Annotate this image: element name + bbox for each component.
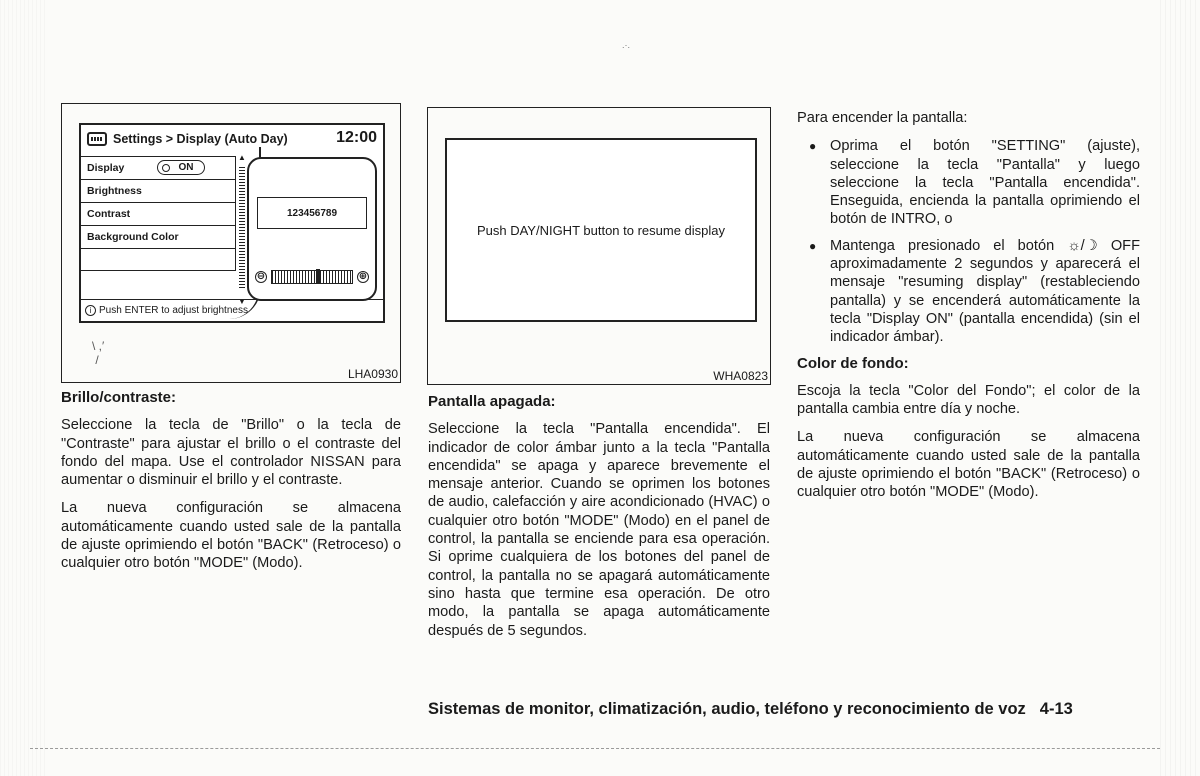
settings-menu bbox=[81, 156, 236, 271]
column-2 bbox=[428, 393, 770, 650]
bottom-rule bbox=[30, 748, 1160, 749]
figure-display-off bbox=[427, 107, 771, 385]
slider-knob[interactable] bbox=[316, 269, 320, 283]
settings-icon bbox=[87, 132, 107, 146]
bullet-list bbox=[797, 137, 1140, 346]
intro-text: Para encender la pantalla: bbox=[797, 110, 968, 126]
page-number: 4-13 bbox=[1039, 700, 1073, 718]
on-label: ON bbox=[178, 162, 194, 173]
paragraph: Seleccione la tecla de "Brillo" o la tecla de "Contraste" para ajustar el brillo o el contraste del fondo del mapa. Use el controlador NISSAN para aumentar o disminuir el brillo y el contraste. bbox=[61, 417, 401, 489]
menu-item-display[interactable] bbox=[81, 156, 236, 179]
scan-mark: \ ,′ / bbox=[92, 339, 105, 367]
figure-code: WHA0823 bbox=[713, 369, 768, 383]
preview-sample: 123456789 bbox=[257, 197, 367, 229]
menu-item-label: Brightness bbox=[87, 185, 142, 197]
menu-item-label: Contrast bbox=[87, 208, 131, 220]
paragraph: La nueva configuración se almacena automáticamente cuando usted sale de la pantalla de ajuste oprimiendo el botón "BACK" (Retroceso) o cualquier otro botón "MODE" (Modo). bbox=[797, 429, 1140, 501]
page-edge-right bbox=[1160, 0, 1200, 776]
menu-item-brightness[interactable] bbox=[81, 179, 236, 202]
column-3 bbox=[797, 109, 1140, 512]
resume-message: Push DAY/NIGHT button to resume display bbox=[476, 222, 726, 238]
footer-title: Sistemas de monitor, climatización, audio, teléfono y reconocimiento de voz bbox=[428, 700, 1026, 718]
brightness-slider[interactable] bbox=[255, 269, 369, 285]
scroll-down-icon[interactable]: ▼ bbox=[238, 297, 246, 306]
bullet-item: ● Mantenga presionado el botón ☼/☽ OFF aproximadamente 2 segundos y aparecerá el mensaje "resuming display" (restableciendo pantalla) y se encenderá automáticamente la tecla "Display ON" (pantalla encendida) (sin el indicador ámbar). bbox=[797, 237, 1140, 347]
scroll-ticks bbox=[239, 167, 245, 289]
screen-title: Settings > Display (Auto Day) bbox=[113, 131, 288, 146]
menu-item-background-color[interactable] bbox=[81, 225, 236, 248]
menu-item-contrast[interactable] bbox=[81, 202, 236, 225]
settings-screen bbox=[79, 123, 385, 323]
display-on-toggle[interactable] bbox=[157, 160, 205, 175]
minus-icon[interactable]: ⊖ bbox=[256, 271, 266, 282]
page-footer bbox=[428, 700, 1073, 719]
paragraph: Seleccione la tecla "Pantalla encendida". El indicador de color ámbar junto a la tecla "Pantalla encendida" se apaga y aparece brevemente el mensaje anterior. Cuando se oprimen los botones de audio, calefacción y aire acondicionado (HVAC) o cualquier otro botón "MODE" (Modo) en el panel de control, la pantalla se enciende para esa operación. Si oprime cualquiera de los botones del panel de control, la pantalla no se apagará automáticamente sino hasta que termine esa operación. De otro modo, la pantalla se apaga automáticamente después de 5 segundos. bbox=[428, 421, 770, 639]
scroll-rail[interactable] bbox=[238, 153, 246, 306]
figure-code: LHA0930 bbox=[347, 367, 398, 381]
paragraph: Escoja la tecla "Color del Fondo"; el color de la pantalla cambia entre día y noche. bbox=[797, 382, 1140, 418]
status-bar bbox=[81, 299, 383, 321]
slider-track[interactable] bbox=[271, 270, 353, 284]
clock: 12:00 bbox=[336, 129, 377, 146]
paragraph: La nueva configuración se almacena automáticamente cuando usted sale de la pantalla de ajuste oprimiendo el botón "BACK" (Retroceso) o cualquier otro botón "MODE" (Modo). bbox=[61, 500, 401, 572]
scroll-up-icon[interactable]: ▲ bbox=[238, 153, 246, 162]
figure-settings-display bbox=[61, 103, 401, 383]
status-text: Push ENTER to adjust brightness bbox=[99, 305, 248, 316]
heading-brillo: Brillo/contraste: bbox=[61, 389, 177, 406]
plus-icon[interactable]: ⊕ bbox=[358, 271, 368, 282]
column-1 bbox=[61, 389, 401, 583]
scan-speck: .·. bbox=[622, 40, 630, 50]
brightness-preview bbox=[247, 157, 377, 301]
menu-item-empty bbox=[81, 248, 236, 271]
page-edge-left bbox=[0, 0, 48, 776]
menu-item-label: Background Color bbox=[87, 231, 179, 243]
display-off-screen bbox=[445, 138, 757, 322]
bullet-item: ● Oprima el botón "SETTING" (ajuste), seleccione la tecla "Pantalla" y luego seleccione la tecla "Pantalla encendida". Enseguida, encienda la pantalla oprimiendo el botón de INTRO, o bbox=[797, 137, 1140, 228]
heading-color-fondo: Color de fondo: bbox=[797, 354, 909, 372]
menu-item-label: Display bbox=[87, 162, 125, 174]
info-icon: i bbox=[85, 305, 96, 316]
heading-pantalla-apagada: Pantalla apagada: bbox=[428, 393, 556, 410]
